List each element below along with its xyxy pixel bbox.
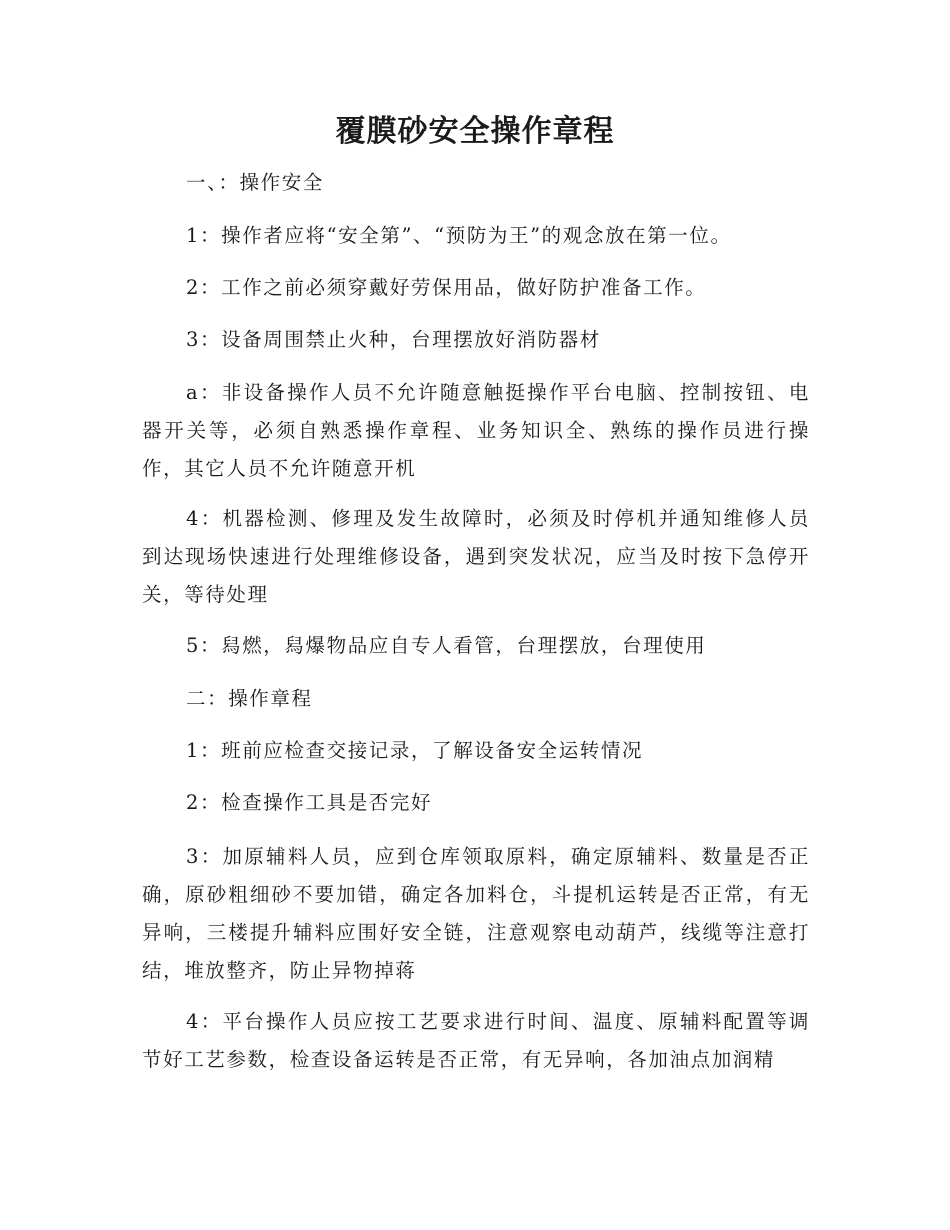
paragraph-safety-3: 3：设备周围禁止火种，台理摆放好消防器材: [186, 328, 601, 351]
paragraph-safety-4: 4：机器检测、修理及发生故障时，必须及时停机并通知维修人员到达现场快速进行处理维修设备，遇到突发状况，应当及时按下急停开关，等待处理: [142, 507, 810, 606]
section-heading-operation-safety: 一、：操作安全: [186, 171, 324, 194]
section-heading-operation-rules: 二：操作章程: [186, 687, 313, 710]
paragraph-rules-3: 3：加原辅料人员，应到仓库领取原料，确定原辅料、数量是否正确，原砂粗细砂不要加错，确定各加料仓，斗提机运转是否正常，有无异响，三楼提升辅料应围好安全链，注意观察电动葫芦，线缆等注意打结，堆放整齐，防止异物掉蒋: [142, 845, 810, 982]
paragraph-safety-a: a：非设备操作人员不允许随意触挺操作平台电脑、控制按钮、电器开关等，必须自熟悉操作章程、业务知识全、熟练的操作员进行操作，其它人员不允许随意开机: [142, 381, 810, 480]
paragraph-safety-2: 2：工作之前必须穿戴好劳保用品，做好防护准备工作。: [186, 276, 707, 299]
paragraph-rules-1: 1：班前应检查交接记录，了解设备安全运转情况: [186, 739, 644, 762]
paragraph-rules-2: 2：检查操作工具是否完好: [186, 791, 433, 814]
document-title: 覆膜砂安全操作章程: [335, 114, 615, 149]
paragraph-safety-5: 5：舄燃，舄爆物品应自专人看管，台理摆放，台理使用: [186, 634, 707, 657]
paragraph-rules-4: 4：平台操作人员应按工艺要求进行时间、温度、原辅料配置等调节好工艺参数，检查设备运转是否正常，有无异响，各加油点加润精: [142, 1010, 810, 1071]
paragraph-safety-1: 1：操作者应将“安全第”、“预防为王”的观念放在第一位。: [186, 224, 732, 247]
